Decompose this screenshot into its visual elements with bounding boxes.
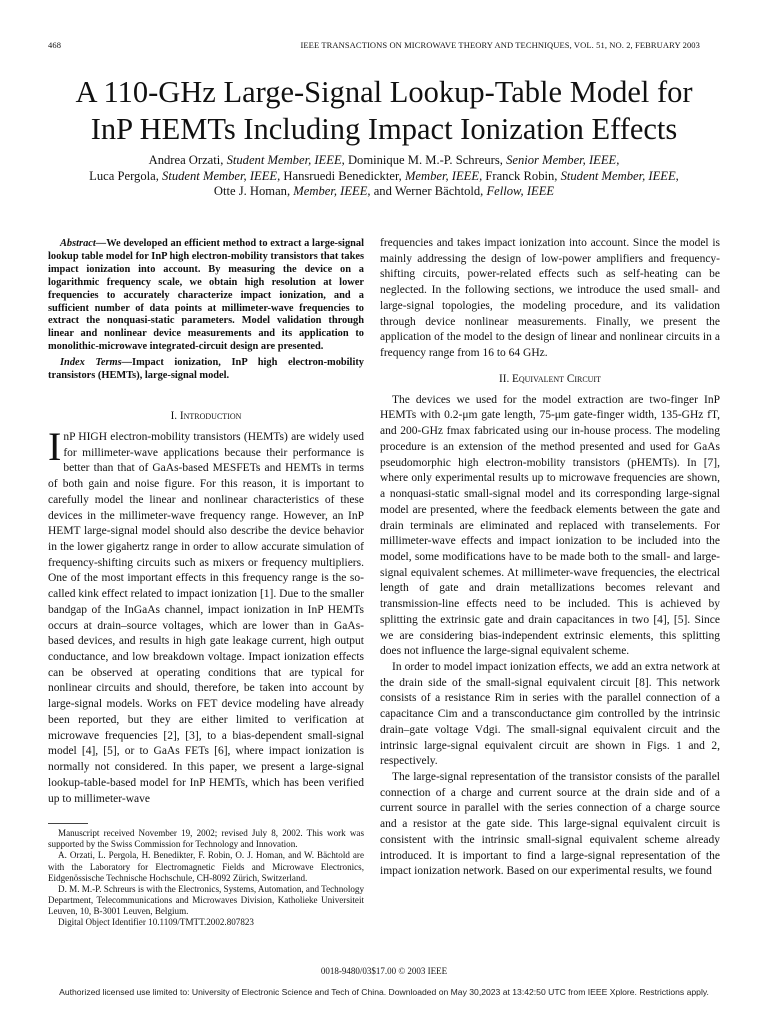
page-number: 468	[48, 40, 62, 50]
abstract: Abstract—We developed an efficient method to extract a large-signal lookup table model for InP high electron-mobility transistors that takes impact ionization into account. By measuring the device on a logarithmic frequency scale, we obtain high resolution at lower frequencies to accurately characterize impact ionization, and a sufficient number of data points at millimeter-wave frequencies to extract the nonquasi-static parameters. Model validation through linear and nonlinear device measurements and its application to monolithic-microwave integrated-circuit design are presented. Index Terms—Impact ionization, InP high electron-mobility transistors (HEMTs), large-signal model.	[48, 238, 364, 382]
introduction-body: InP HIGH electron-mobility transistors (HEMTs) are widely used for millimeter-wave applications because their performance is better than that of GaAs-based MESFETs and HEMTs in terms of both gain and noise figure. For this reason, it is important to carefully model the linear and nonlinear characteristics of these devices in the millimeter-wave frequency range. However, an InP HEMT large-signal model should also describe the device behavior in the lower gigahertz range in order to allow accurate simulation of frequency-shifting circuits such as mixers or frequency multipliers. One of the most important effects in this frequency range is the so-called kink effect related to impact ionization [1]. Due to the smaller bandgap of the InGaAs channel, impact ionization in InP HEMTs occurs at drain–source voltages, which are lower than in GaAs-based devices, and results in high gate leakage current, high output conductance, and low breakdown voltage. Impact ionization effects can be observed at operating conditions that are typical for nonlinear circuits and should, therefore, be taken into account by large-signal models. Works on FET device modeling have already been reported, but they are either limited to verification at microwave frequencies [2], [3], to a bias-dependent small-signal model [4], [5], or to GaAs FETs [6], where impact ionization is normally not considered. In this paper, we present a large-signal lookup-table-based model for InP HEMTs, which has been verified up to millimeter-wave	[48, 423, 364, 805]
journal-header: IEEE TRANSACTIONS ON MICROWAVE THEORY AND TECHNIQUES, VOL. 51, NO. 2, FEBRUARY 2003	[300, 40, 700, 50]
footnotes: Manuscript received November 19, 2002; revised July 8, 2002. This work was supported by the Swiss Commission for Technology and Innovation. A. Orzati, L. Pergola, H. Benedikter, F. Robin, O. J. Homan, and W. Bächtold are with the Laboratory for Electromagnetic Fields and Microwave Electronics, Eidgenössische Technische Hochschule, CH-8092 Zürich, Switzerland. D. M. M.-P. Schreurs is with the Electronics, Systems, Automation, and Technology Department, Telecommunications and Microwaves Division, Katholieke Universiteit Leuven, 10, B-3001 Leuven, Belgium. Digital Object Identifier 10.1109/TMTT.2002.807823	[48, 828, 364, 927]
paper-title	[40, 74, 728, 148]
author-list	[40, 153, 728, 200]
section-heading-introduction: I. Introduction	[170, 409, 242, 422]
author-line-3: Otte J. Homan, Member, IEEE, and Werner Bächtold, Fellow, IEEE	[213, 184, 555, 198]
right-column	[380, 236, 720, 880]
footnote-rule	[48, 823, 88, 824]
dropcap: I	[48, 423, 62, 469]
section-heading-equivalent-circuit: II. Equivalent Circuit	[499, 372, 601, 385]
license-notice: Authorized licensed use limited to: University of Electronic Science and Tech of China. Downloaded on May 30,2023 at 13:42:50 UTC from IEEE Xplore. Restrictions apply.	[59, 987, 709, 997]
copyright-line: 0018-9480/03$17.00 © 2003 IEEE	[320, 966, 448, 976]
author-line-1: Andrea Orzati, Student Member, IEEE, Dominique M. M.-P. Schreurs, Senior Member, IEEE,	[148, 153, 620, 167]
equivalent-circuit-body: The devices we used for the model extraction are two-finger InP HEMTs with 0.2-μm gate length, 75-μm gate-finger width, 135-GHz fT, and 200-GHz fmax fabricated using our in-house process. The modeling procedure is an extension of the method presented and used for GaAs pseudomorphic high electron-mobility transistors (pHEMTs). In [7], where only experimental results up to microwave frequencies are shown, a nonquasi-static small-signal model and its corresponding large-signal model are presented, where the feedback elements between the gate and drain terminals are eliminated and replaced with transelements. For millimeter-wave effects and impact ionization to be included into the model, some modifications have to be made both to the small- and large-signal equivalent schemes. At millimeter-wave frequencies, the electrical length of gate and drain metallizations becomes relevant and transmission-line effects need to be included. This is achieved by splitting the extrinsic gate and drain capacitances in two [4], [5]. Since we are considering bias-independent extrinsic elements, this splitting does not influence the large-signal equivalent scheme. In order to model impact ionization effects, we add an extra network at the drain side of the small-signal equivalent circuit [8]. This network consists of a resistance Rim in series with the parallel connection of a capacitance Cim and a transconductance gim controlled by the intrinsic drain–gate voltage Vdgi. The small-signal equivalent circuit and the intrinsic large-signal equivalent circuit are shown in Figs. 1 and 2, respectively. The large-signal representation of the transistor consists of the parallel connection of a charge and current source at the drain side and of a current source in parallel with the series connection of a charge source and a resistor at the gate side. This large-signal equivalent circuit is consistent with the intrinsic small-signal equivalent scheme already introduced. It is important to find a large-signal representation of the impact ionization network. Based on our experimental results, we found	[380, 393, 720, 878]
author-line-2: Luca Pergola, Student Member, IEEE, Hansruedi Benedickter, Member, IEEE, Franck Robin, Student Member, IEEE,	[89, 168, 679, 183]
left-column	[48, 238, 364, 928]
title-line-2: InP HEMTs Including Impact Ionization Effects	[90, 112, 678, 146]
title-line-1: A 110-GHz Large-Signal Lookup-Table Model for	[75, 75, 693, 109]
intro-continuation: frequencies and takes impact ionization into account. Since the model is mainly addressing the design of low-power amplifiers and frequency-shifting circuits, power-related effects such as self-heating can be neglected. In the following sections, we introduce the used small- and large-signal topologies, the modeling procedure, and its validation through device nonlinear measurements. Finally, we present the application of the model to the design of linear and nonlinear circuits in a frequency range from 16 to 64 GHz.	[380, 237, 720, 360]
